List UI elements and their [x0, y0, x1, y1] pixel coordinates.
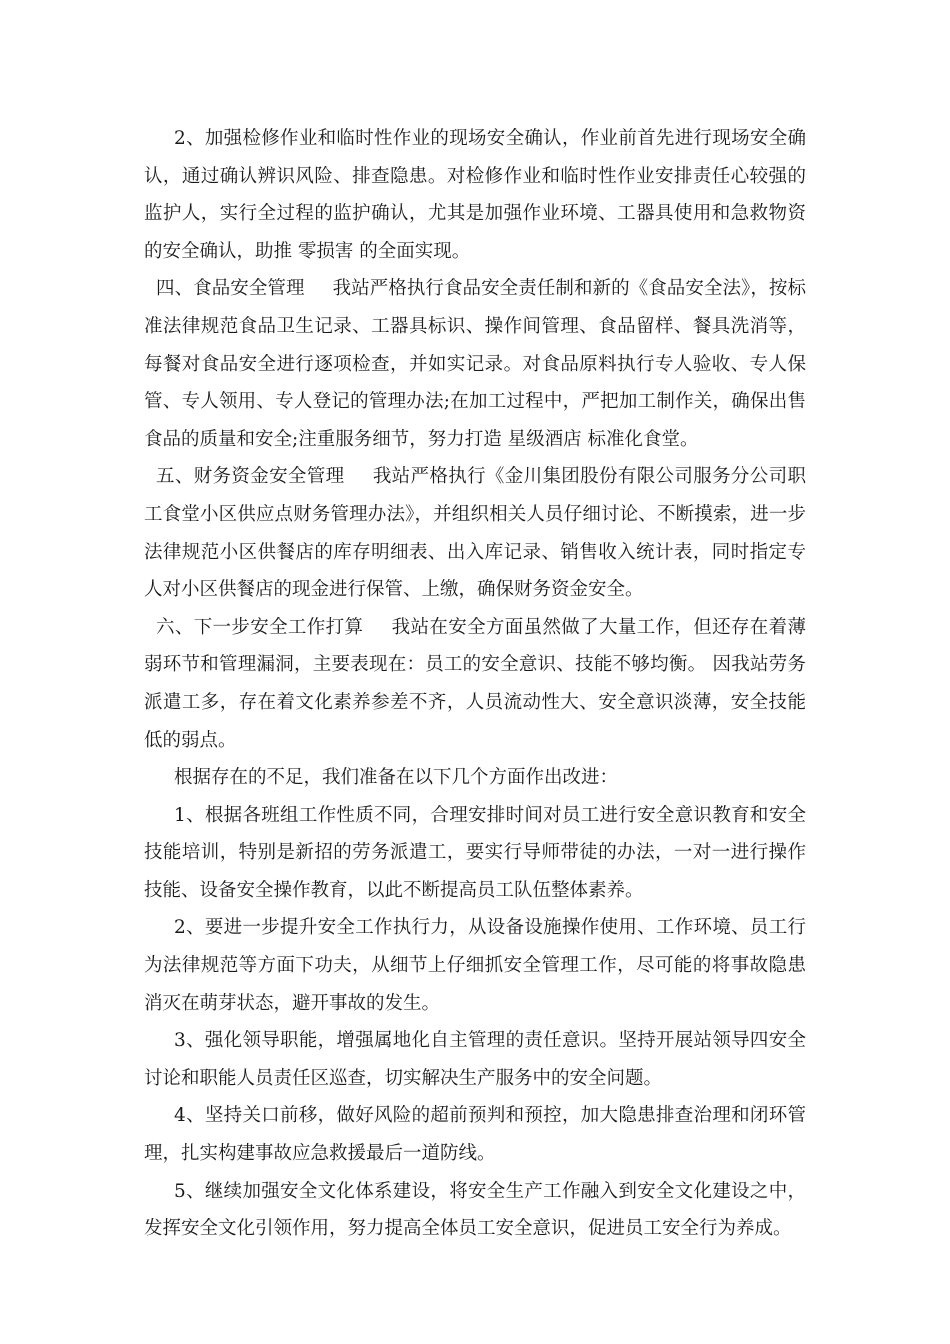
paragraph-maintenance-confirmation: 2、加强检修作业和临时性作业的现场安全确认，作业前首先进行现场安全确认，通过确认辨识风险、排查隐患。对检修作业和临时性作业安排责任心较强的监护人，实行全过程的监护确认，尤其是加强作业环境、工器具使用和急救物资的安全确认，助推 零损害 的全面实现。 [144, 128, 806, 262]
section-body-next-steps: 我站在安全方面虽然做了大量工作，但还存在着薄弱环节和管理漏洞，主要表现在：员工的安全意识、技能不够均衡。 因我站劳务派遣工多，存在着文化素养参差不齐，人员流动性大、安全意识淡薄，安全技能低的弱点。 [144, 616, 806, 751]
paragraph-food-safety [144, 270, 806, 458]
paragraph-improvement-1: 1、根据各班组工作性质不同，合理安排时间对员工进行安全意识教育和安全技能培训，特别是新招的劳务派遣工，要实行导师带徒的办法，一对一进行操作技能、设备安全操作教育，以此不断提高员工队伍整体素养。 [144, 804, 806, 901]
section-heading-finance-safety: 五、财务资金安全管理 [156, 466, 345, 488]
section-body-finance-safety: 我站严格执行《金川集团股份有限公司服务分公司职工食堂小区供应点财务管理办法》，并组织相关人员仔细讨论、不断摸索，进一步法律规范小区供餐店的库存明细表、出入库记录、销售收入统计表，同时指定专人对小区供餐店的现金进行保管、上缴，确保财务资金安全。 [144, 466, 806, 601]
paragraph-improvements-intro: 根据存在的不足，我们准备在以下几个方面作出改进： [174, 767, 619, 789]
paragraph-improvement-2: 2、要进一步提升安全工作执行力，从设备设施操作使用、工作环境、员工行为法律规范等方面下功夫，从细节上仔细抓安全管理工作，尽可能的将事故隐患消灭在萌芽状态，避开事故的发生。 [144, 917, 806, 1014]
section-body-food-safety: 我站严格执行食品安全责任制和新的《食品安全法》，按标准法律规范食品卫生记录、工器具标识、操作间管理、食品留样、餐具洗消等，每餐对食品安全进行逐项检查，并如实记录。对食品原料执行专人验收、专人保管、专人领用、专人登记的管理办法;在加工过程中，严把加工制作关，确保出售食品的质量和安全;注重服务细节，努力打造 星级酒店 标准化食堂。 [144, 278, 806, 450]
paragraph-improvement-5: 5、继续加强安全文化体系建设，将安全生产工作融入到安全文化建设之中，发挥安全文化引领作用，努力提高全体员工安全意识，促进员工安全行为养成。 [144, 1180, 806, 1240]
section-heading-food-safety: 四、食品安全管理 [156, 278, 305, 300]
section-heading-next-steps: 六、下一步安全工作打算 [156, 616, 364, 638]
document-body [144, 120, 806, 1248]
paragraph-improvement-3: 3、强化领导职能，增强属地化自主管理的责任意识。坚持开展站领导四安全讨论和职能人员责任区巡查，切实解决生产服务中的安全问题。 [144, 1030, 806, 1089]
paragraph-next-steps [144, 609, 806, 759]
paragraph-finance-safety [144, 458, 806, 608]
paragraph-improvement-4: 4、坚持关口前移，做好风险的超前预判和预控，加大隐患排查治理和闭环管理，扎实构建事故应急救援最后一道防线。 [144, 1105, 806, 1165]
